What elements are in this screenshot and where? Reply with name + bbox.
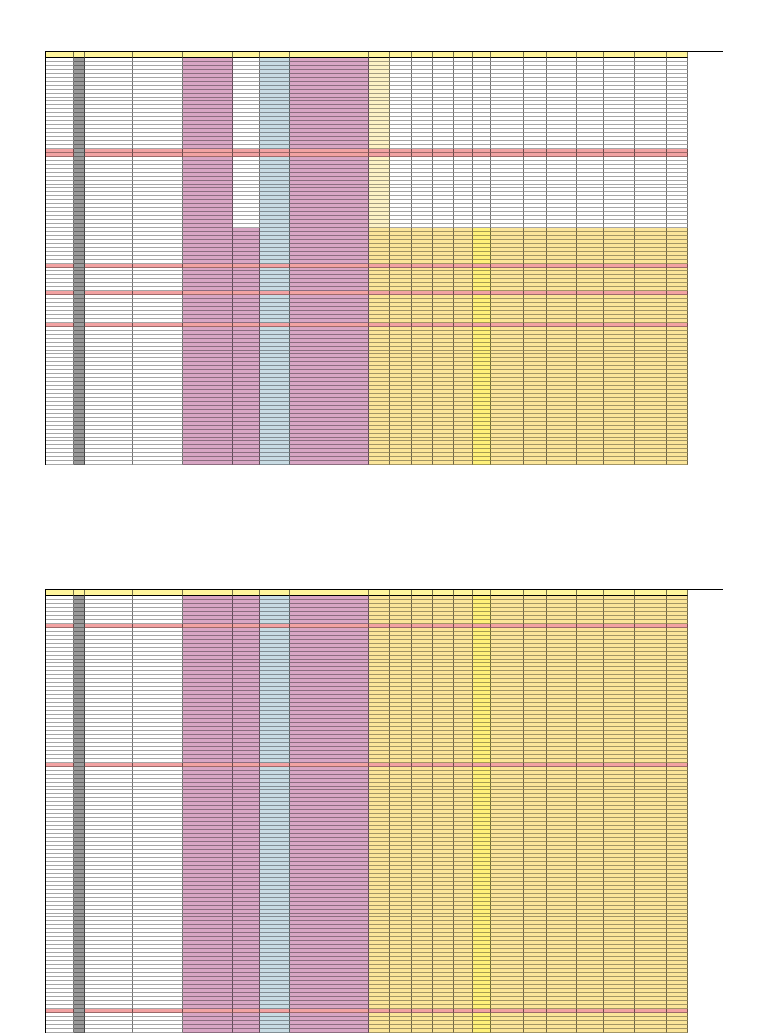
- table-cell[interactable]: [577, 1029, 604, 1033]
- table-cell[interactable]: [260, 1029, 290, 1033]
- table-row: [46, 1029, 723, 1033]
- table-cell[interactable]: [604, 1029, 635, 1033]
- table-cell[interactable]: [577, 461, 604, 465]
- table-cell[interactable]: [85, 461, 133, 465]
- table-cell[interactable]: [524, 1029, 547, 1033]
- table-cell[interactable]: [491, 461, 524, 465]
- table-cell[interactable]: [454, 1029, 473, 1033]
- table-cell[interactable]: [74, 461, 85, 465]
- table-cell[interactable]: [233, 461, 260, 465]
- table-cell[interactable]: [390, 461, 412, 465]
- table-cell[interactable]: [547, 1029, 577, 1033]
- table-cell[interactable]: [369, 461, 390, 465]
- table-cell[interactable]: [604, 461, 635, 465]
- table-cell[interactable]: [635, 1029, 667, 1033]
- table-cell[interactable]: [369, 1029, 390, 1033]
- table-cell[interactable]: [433, 461, 454, 465]
- table-cell[interactable]: [133, 1029, 183, 1033]
- table-cell[interactable]: [524, 461, 547, 465]
- table-cell[interactable]: [473, 1029, 491, 1033]
- table-row: [46, 461, 723, 465]
- table-cell[interactable]: [433, 1029, 454, 1033]
- table-cell[interactable]: [667, 1029, 688, 1033]
- table-cell[interactable]: [635, 461, 667, 465]
- table-cell[interactable]: [233, 1029, 260, 1033]
- table-cell[interactable]: [183, 1029, 233, 1033]
- sheet-page-1: [45, 51, 723, 465]
- table-cell[interactable]: [46, 461, 74, 465]
- table-cell[interactable]: [133, 461, 183, 465]
- table-cell[interactable]: [290, 1029, 369, 1033]
- table-cell[interactable]: [74, 1029, 85, 1033]
- table-cell[interactable]: [491, 1029, 524, 1033]
- table-cell[interactable]: [667, 461, 688, 465]
- table-cell[interactable]: [183, 461, 233, 465]
- table-cell[interactable]: [260, 461, 290, 465]
- table-cell[interactable]: [473, 461, 491, 465]
- table-cell[interactable]: [290, 461, 369, 465]
- table-cell[interactable]: [412, 461, 433, 465]
- table-cell[interactable]: [454, 461, 473, 465]
- table-cell[interactable]: [412, 1029, 433, 1033]
- table-cell[interactable]: [390, 1029, 412, 1033]
- table-cell[interactable]: [85, 1029, 133, 1033]
- table-cell[interactable]: [46, 1029, 74, 1033]
- table-cell[interactable]: [547, 461, 577, 465]
- sheet-page-2: [45, 589, 723, 1033]
